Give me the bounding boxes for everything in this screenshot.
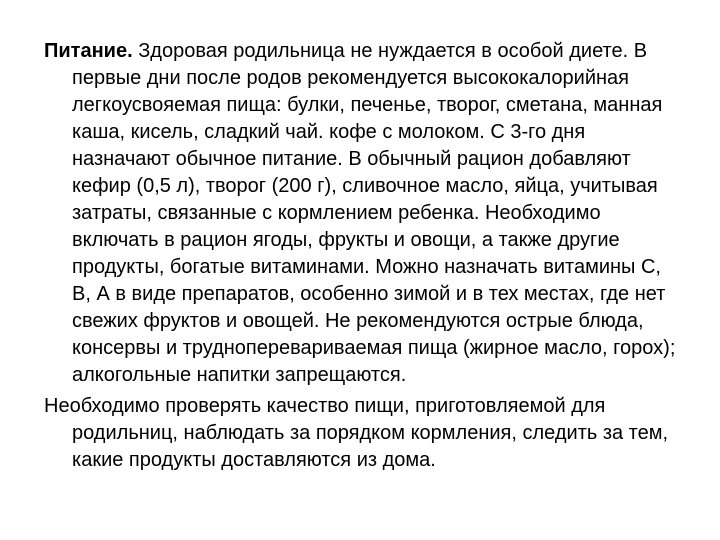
paragraph-nutrition: [44, 38, 684, 389]
paragraph-heading: Питание.: [44, 40, 133, 62]
paragraph-text: Необходимо проверять качество пищи, приготовляемой для родильниц, наблюдать за порядком кормления, следить за тем, какие продукты доставляются из дома.: [44, 395, 669, 471]
paragraph-food-quality: [44, 393, 684, 474]
slide-body: [44, 38, 684, 474]
paragraph-text: Здоровая родильница не нуждается в особой диете. В первые дни после родов рекомендуется высококалорийная легкоусвояемая пища: булки, печенье, творог, сметана, манная каша, кисель, сладкий чай. кофе с молоком. С 3-го дня назначают обычное питание. В обычный рацион добавляют кефир (0,5 л), творог (200 г), сливочное масло, яйца, учитывая затраты, связанные с кормлением ребенка. Необходимо включать в рацион ягоды, фрукты и овощи, а также другие продукты, богатые витаминами. Можно назначать витамины С, В, А в виде препаратов, особенно зимой и в тех местах, где нет свежих фруктов и овощей. Не рекомендуются острые блюда, консервы и трудноперевариваемая пища (жирное масло, горох); алкогольные напитки запрещаются.: [72, 40, 676, 386]
